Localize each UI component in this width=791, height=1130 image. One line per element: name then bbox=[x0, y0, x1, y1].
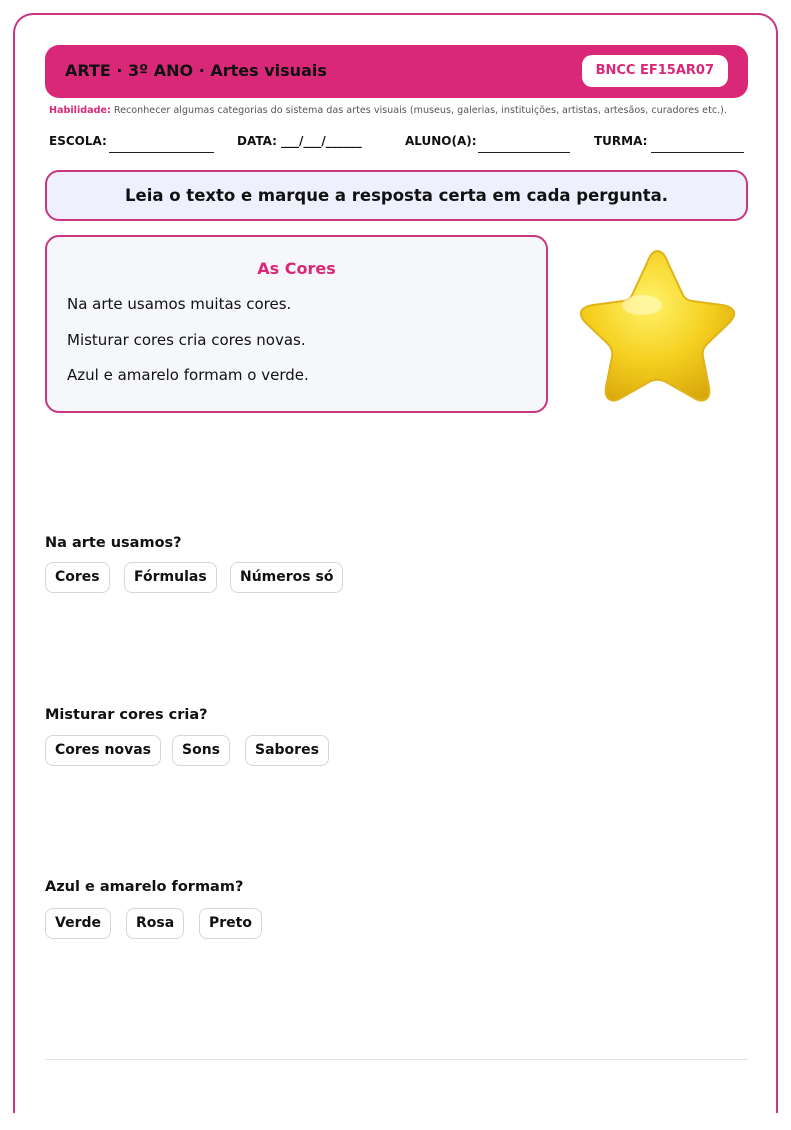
q3-option-2[interactable]: Rosa bbox=[126, 908, 184, 939]
date-input-line[interactable]: ___/___/______ bbox=[281, 134, 362, 148]
reading-line-2: Misturar cores cria cores novas. bbox=[67, 331, 306, 349]
q3-option-1[interactable]: Verde bbox=[45, 908, 111, 939]
skill-text: Reconhecer algumas categorias do sistema das artes visuais (museus, galerias, instituições, artistas, artesãos, curadores etc.). bbox=[113, 105, 727, 116]
skill-label: Habilidade: bbox=[49, 105, 111, 116]
q2-option-2[interactable]: Sons bbox=[172, 735, 230, 766]
skill-description bbox=[49, 105, 759, 116]
school-input-line[interactable] bbox=[109, 152, 214, 153]
q1-option-1[interactable]: Cores bbox=[45, 562, 110, 593]
question-2: Misturar cores cria? bbox=[45, 707, 208, 723]
class-label: TURMA: bbox=[594, 134, 648, 148]
date-label: DATA: bbox=[237, 134, 277, 148]
reading-title: As Cores bbox=[257, 259, 336, 278]
instruction-box: Leia o texto e marque a resposta certa em cada pergunta. bbox=[45, 170, 748, 221]
reading-box bbox=[45, 235, 548, 413]
star-icon bbox=[570, 243, 745, 408]
q2-option-3[interactable]: Sabores bbox=[245, 735, 329, 766]
page-title: ARTE · 3º ANO · Artes visuais bbox=[65, 61, 327, 80]
reading-line-3: Azul e amarelo formam o verde. bbox=[67, 366, 309, 384]
q1-option-3[interactable]: Números só bbox=[230, 562, 343, 593]
footer-divider bbox=[45, 1059, 748, 1060]
question-1: Na arte usamos? bbox=[45, 535, 182, 551]
q1-option-2[interactable]: Fórmulas bbox=[124, 562, 217, 593]
student-input-line[interactable] bbox=[478, 152, 570, 153]
question-3: Azul e amarelo formam? bbox=[45, 879, 244, 895]
class-input-line[interactable] bbox=[651, 152, 744, 153]
student-label: ALUNO(A): bbox=[405, 134, 477, 148]
bncc-badge: BNCC EF15AR07 bbox=[582, 55, 728, 87]
q3-option-3[interactable]: Preto bbox=[199, 908, 262, 939]
school-label: ESCOLA: bbox=[49, 134, 107, 148]
reading-line-1: Na arte usamos muitas cores. bbox=[67, 295, 292, 313]
header-bar bbox=[45, 45, 748, 98]
q2-option-1[interactable]: Cores novas bbox=[45, 735, 161, 766]
